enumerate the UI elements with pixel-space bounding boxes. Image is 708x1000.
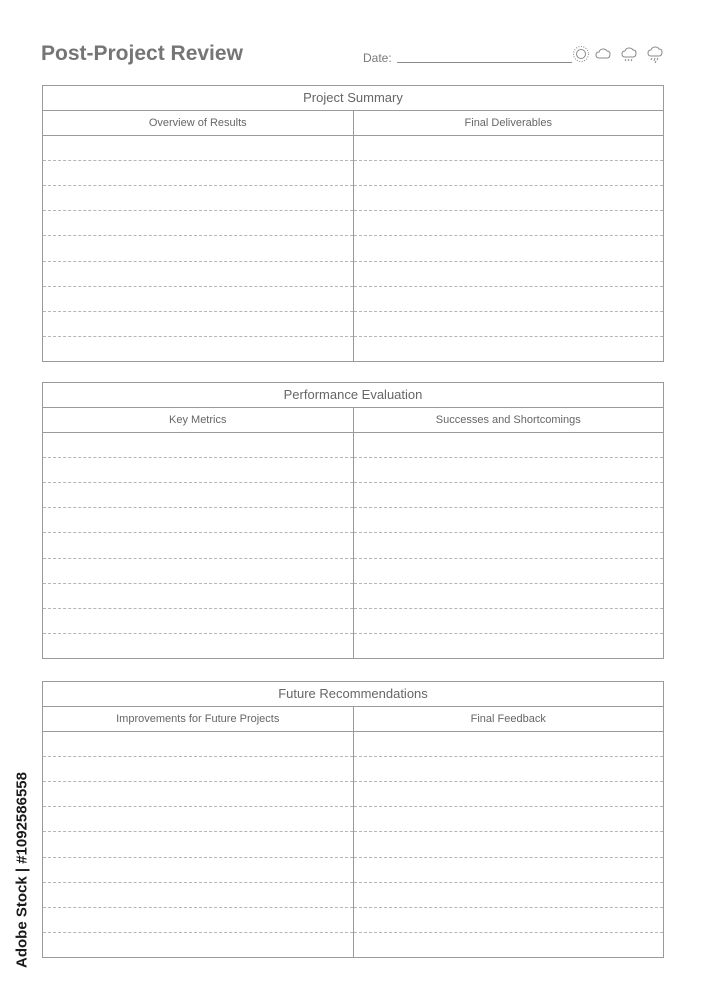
writing-line[interactable] [354,757,664,782]
writing-line[interactable] [43,533,353,558]
writing-line[interactable] [354,609,664,634]
writing-line[interactable] [43,161,353,186]
stock-watermark-text: Adobe Stock | #1092586558 [13,771,31,968]
writing-line[interactable] [354,832,664,857]
writing-lines[interactable] [43,136,353,361]
writing-lines[interactable] [354,732,664,957]
sun-icon[interactable] [574,47,589,62]
writing-lines[interactable] [43,433,353,658]
writing-line[interactable] [354,732,664,757]
writing-line[interactable] [354,236,664,261]
writing-line[interactable] [354,933,664,957]
final-feedback-column [353,707,664,957]
writing-line[interactable] [43,211,353,236]
writing-line[interactable] [43,757,353,782]
writing-line[interactable] [354,211,664,236]
writing-line[interactable] [354,559,664,584]
page-title: Post-Project Review [41,42,243,65]
writing-line[interactable] [43,236,353,261]
writing-line[interactable] [354,508,664,533]
storm-cloud-icon[interactable] [648,47,662,63]
writing-line[interactable] [43,832,353,857]
writing-line[interactable] [43,508,353,533]
section-title: Performance Evaluation [43,383,663,408]
date-label: Date: [363,51,392,65]
final-deliverables-column [353,111,664,361]
column-header: Key Metrics [43,408,353,433]
writing-line[interactable] [354,883,664,908]
writing-line[interactable] [43,634,353,658]
column-header: Improvements for Future Projects [43,707,353,732]
writing-line[interactable] [43,186,353,211]
writing-line[interactable] [354,483,664,508]
successes-and-shortcomings-column [353,408,664,658]
writing-line[interactable] [43,584,353,609]
key-metrics-column [43,408,353,658]
writing-line[interactable] [43,433,353,458]
writing-line[interactable] [43,136,353,161]
writing-line[interactable] [354,634,664,658]
stock-watermark [12,752,32,987]
writing-line[interactable] [354,287,664,312]
writing-line[interactable] [43,807,353,832]
writing-line[interactable] [43,337,353,361]
column-header: Overview of Results [43,111,353,136]
writing-line[interactable] [354,858,664,883]
column-header: Successes and Shortcomings [354,408,664,433]
writing-line[interactable] [354,186,664,211]
writing-line[interactable] [43,262,353,287]
section-title: Future Recommendations [43,682,663,707]
writing-line[interactable] [354,458,664,483]
overview-of-results-column [43,111,353,361]
writing-line[interactable] [43,287,353,312]
writing-line[interactable] [43,458,353,483]
writing-lines[interactable] [43,732,353,957]
writing-line[interactable] [354,908,664,933]
project-summary-section [42,85,664,362]
writing-line[interactable] [43,908,353,933]
writing-line[interactable] [43,609,353,634]
writing-line[interactable] [354,312,664,337]
writing-line[interactable] [354,337,664,361]
writing-line[interactable] [354,161,664,186]
future-recommendations-section [42,681,664,958]
writing-line[interactable] [43,782,353,807]
writing-line[interactable] [354,807,664,832]
writing-line[interactable] [354,262,664,287]
writing-line[interactable] [43,933,353,957]
writing-line[interactable] [43,883,353,908]
writing-line[interactable] [354,782,664,807]
weather-selector [572,44,668,66]
section-title: Project Summary [43,86,663,111]
writing-lines[interactable] [354,433,664,658]
column-header: Final Feedback [354,707,664,732]
cloud-icon[interactable] [596,49,610,58]
column-header: Final Deliverables [354,111,664,136]
writing-lines[interactable] [354,136,664,361]
improvements-column [43,707,353,957]
rain-cloud-icon[interactable] [622,48,636,61]
writing-line[interactable] [354,584,664,609]
writing-line[interactable] [354,136,664,161]
writing-line[interactable] [354,533,664,558]
writing-line[interactable] [43,483,353,508]
writing-line[interactable] [43,732,353,757]
writing-line[interactable] [43,858,353,883]
date-field[interactable] [397,62,572,63]
writing-line[interactable] [43,312,353,337]
performance-evaluation-section [42,382,664,659]
writing-line[interactable] [43,559,353,584]
writing-line[interactable] [354,433,664,458]
